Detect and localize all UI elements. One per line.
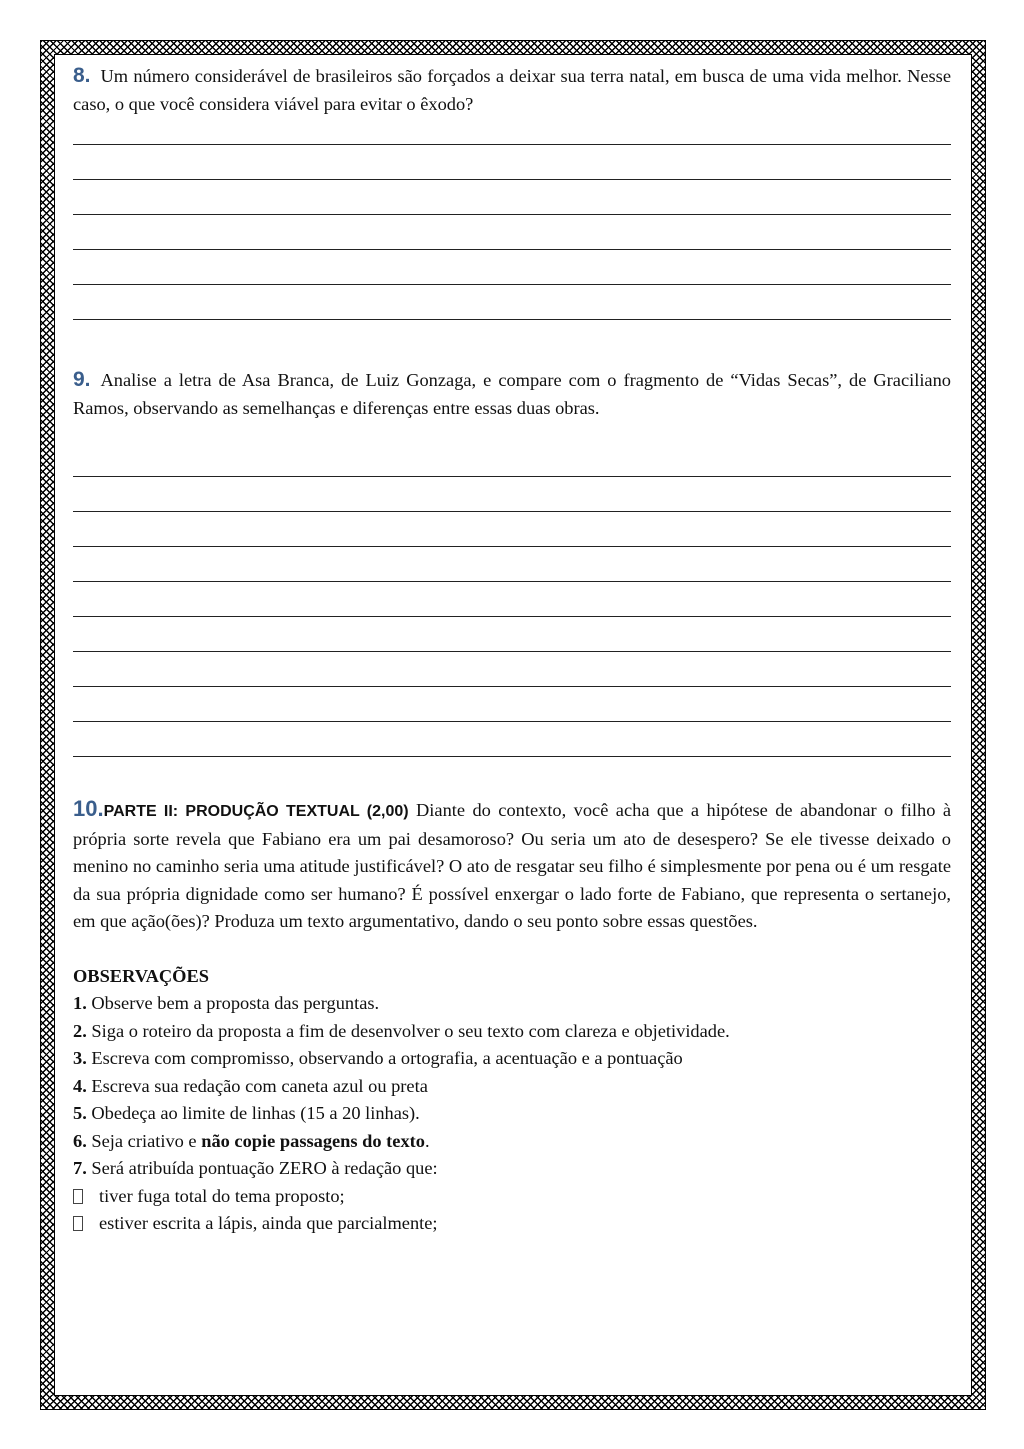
observation-item: 7. Será atribuída pontuação ZERO à redação que: [73,1158,438,1178]
observation-item: 6. Seja criativo e não copie passagens do texto. [73,1130,430,1151]
question-8-number: 8. [73,64,91,87]
page-content [73,62,951,1238]
observation-bullet: estiver escrita a lápis, ainda que parcialmente; [73,1210,951,1238]
question-10-part-label: PARTE II: PRODUÇÃO TEXTUAL (2,00) [103,803,409,820]
answer-lines-9[interactable] [73,442,951,757]
answer-line[interactable] [73,250,951,285]
observation-item: 4. Escreva sua redação com caneta azul ou preta [73,1075,428,1096]
bullet-box-icon [73,1216,83,1231]
question-9-number: 9. [73,368,91,391]
observations-section [73,963,951,1238]
question-10-text: Diante do contexto, você acha que a hipótese de abandonar o filho à própria sorte revela que Fabiano era um pai desamoroso? Ou seria um ato de desespero? Se ele tivesse deixado o menino no caminho seria uma atitude justificável? O ato de resgatar seu filho é simplesmente por pena ou é um resgate da sua própria dignidade como ser humano? É possível enxergar o lado forte de Fabiano, que representa o sertanejo, em que ação(ões)? Produza um texto argumentativo, dando o seu ponto sobre essas questões. [73,800,951,931]
question-9-text: Analise a letra de Asa Branca, de Luiz Gonzaga, e compare com o fragmento de “Vidas Secas”, de Graciliano Ramos, observando as semelhanças e diferenças entre essas duas obras. [73,370,951,418]
answer-line[interactable] [73,180,951,215]
question-9 [73,366,951,422]
answer-line[interactable] [73,442,951,477]
answer-line[interactable] [73,477,951,512]
answer-lines-8[interactable] [73,110,951,320]
answer-line[interactable] [73,512,951,547]
question-8-text: Um número considerável de brasileiros são forçados a deixar sua terra natal, em busca de uma vida melhor. Nesse caso, o que você considera viável para evitar o êxodo? [73,66,951,114]
observations-title: OBSERVAÇÕES [73,965,209,986]
answer-line[interactable] [73,687,951,722]
observation-item: 2. Siga o roteiro da proposta a fim de desenvolver o seu texto com clareza e objetividade. [73,1020,730,1041]
answer-line[interactable] [73,582,951,617]
answer-line[interactable] [73,215,951,250]
answer-line[interactable] [73,285,951,320]
observation-item: 1. Observe bem a proposta das perguntas. [73,993,380,1013]
question-10-number: 10. [73,796,104,821]
observation-item: 3. Escreva com compromisso, observando a ortografia, a acentuação e a pontuação [73,1048,683,1068]
answer-line[interactable] [73,652,951,687]
answer-line[interactable] [73,617,951,652]
answer-line[interactable] [73,547,951,582]
question-10 [73,795,951,936]
bullet-box-icon [73,1189,83,1204]
answer-line[interactable] [73,145,951,180]
observation-bullet: tiver fuga total do tema proposto; [73,1183,951,1211]
observation-item: 5. Obedeça ao limite de linhas (15 a 20 linhas). [73,1103,420,1123]
answer-line[interactable] [73,722,951,757]
